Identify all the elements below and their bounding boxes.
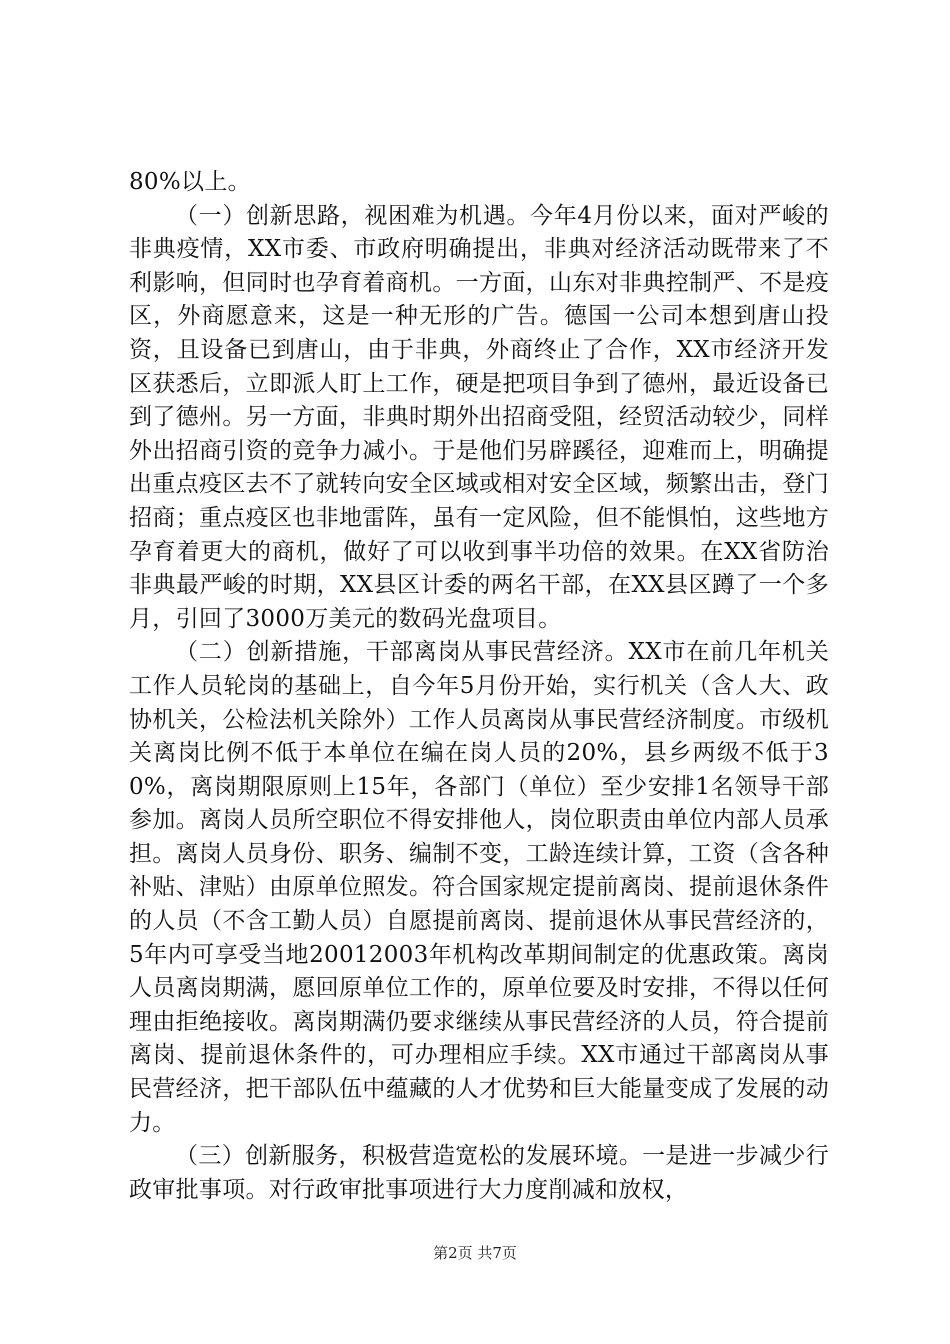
paragraph-innovation-thinking: （一）创新思路，视困难为机遇。今年4月份以来，面对严峻的非典疫情，XX市委、市政府明确提出，非典对经济活动既带来了不利影响，但同时也孕育着商机。一方面，山东对非典控制严、不是疫区，外商愿意来，这是一种无形的广告。德国一公司本想到唐山投资，且设备已到唐山，由于非典，外商终止了合作，XX市经济开发区获悉后，立即派人盯上工作，硬是把项目争到了德州，最近设备已到了德州。另一方面，非典时期外出招商受阻，经贸活动较少，同样外出招商引资的竞争力减小。于是他们另辟蹊径，迎难而上，明确提出重点疫区去不了就转向安全区域或相对安全区域，频繁出击，登门招商；重点疫区也非地雷阵，虽有一定风险，但不能惧怕，这些地方孕育着更大的商机，做好了可以收到事半功倍的效果。在XX省防治非典最严峻的时期，XX县区计委的两名干部，在XX县区蹲了一个多月，引回了3000万美元的数码光盘项目。 [129, 202, 829, 632]
page-footer: 第2页 共7页 [433, 1244, 517, 1262]
paragraph-innovation-measures: （二）创新措施，干部离岗从事民营经济。XX市在前几年机关工作人员轮岗的基础上，自今年5月份开始，实行机关（含人大、政协机关，公检法机关除外）工作人员离岗从事民营经济制度。市级机关离岗比例不低于本单位在编在岗人员的20%，县乡两级不低于30%，离岗期限原则上15年，各部门（单位）至少安排1名领导干部参加。离岗人员所空职位不得安排他人，岗位职责由单位内部人员承担。离岗人员身份、职务、编制不变，工龄连续计算，工资（含各种补贴、津贴）由原单位照发。符合国家规定提前离岗、提前退休条件的人员（不含工勤人员）自愿提前离岗、提前退休从事民营经济的，5年内可享受当地20012003年机构改革期间制定的优惠政策。离岗人员离岗期满，愿回原单位工作的，原单位要及时安排，不得以任何理由拒绝接收。离岗期满仍要求继续从事民营经济的人员，符合提前离岗、提前退休条件的，可办理相应手续。XX市通过干部离岗从事民营经济，把干部队伍中蕴藏的人才优势和巨大能量变成了发展的动力。 [129, 639, 829, 1136]
paragraph-continuation: 80%以上。 [129, 169, 251, 195]
document-body [129, 166, 829, 1207]
paragraph-innovation-services: （三）创新服务，积极营造宽松的发展环境。一是进一步减少行政审批事项。对行政审批事项进行大力度削减和放权， [129, 1143, 829, 1203]
